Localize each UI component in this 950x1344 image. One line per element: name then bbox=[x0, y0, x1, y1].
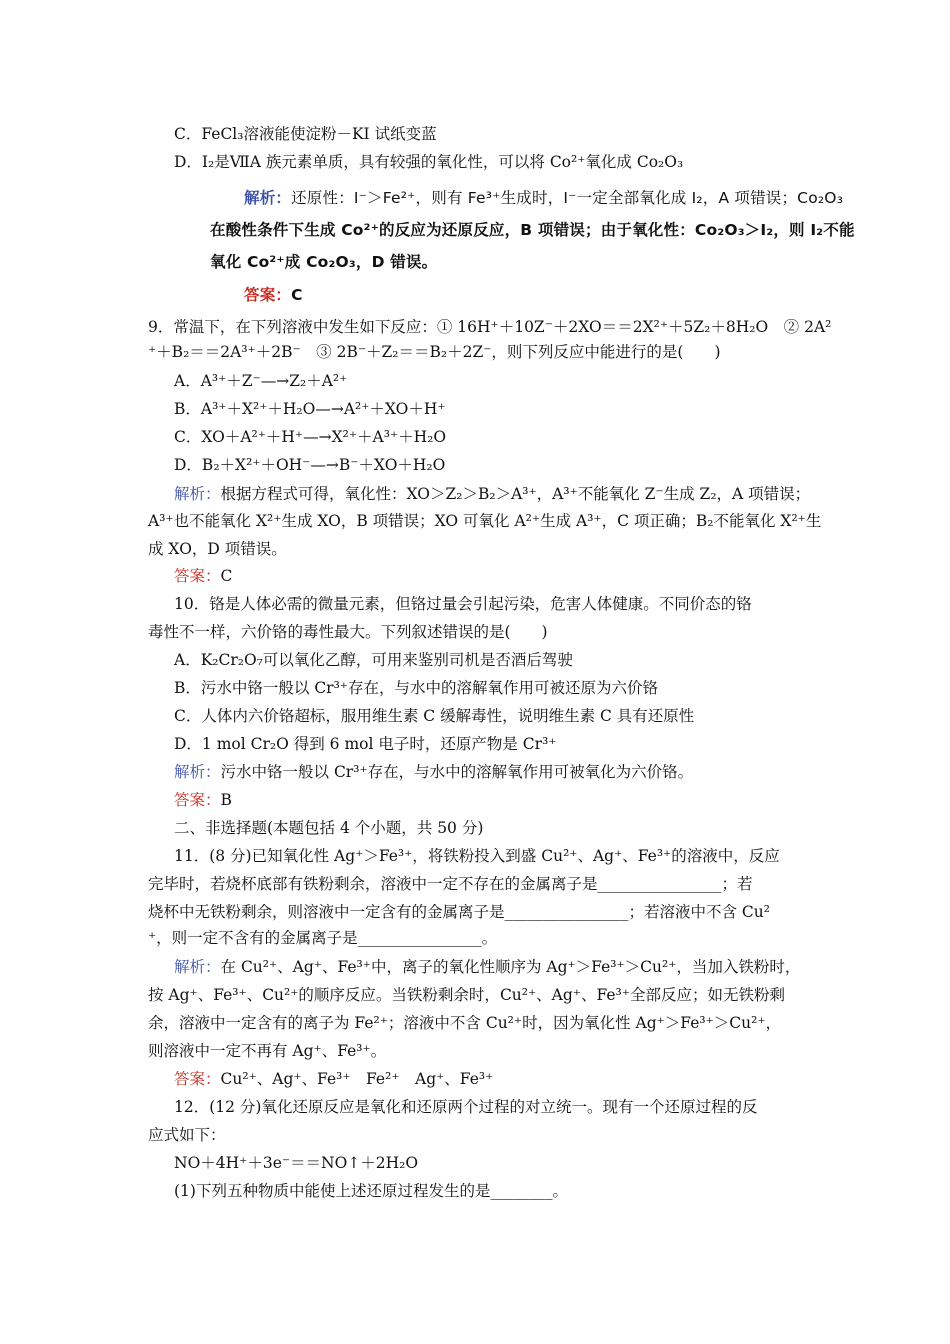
analysis-label: 解析： bbox=[174, 763, 221, 781]
answer-value: C bbox=[291, 286, 303, 304]
answer-value: B bbox=[220, 791, 232, 809]
q11-answer bbox=[174, 1069, 493, 1089]
q9-option-c: C．XO＋A²⁺＋H⁺—→X²⁺＋A³⁺＋H₂O bbox=[174, 428, 447, 446]
answer-value: Cu²⁺、Ag⁺、Fe³⁺ Fe²⁺ Ag⁺、Fe³⁺ bbox=[220, 1070, 494, 1088]
q10-option-b: B．污水中铬一般以 Cr³⁺存在，与水中的溶解氧作用可被还原为六价铬 bbox=[174, 679, 658, 697]
analysis-text: 污水中铬一般以 Cr³⁺存在，与水中的溶解氧作用可被氧化为六价铬。 bbox=[220, 763, 694, 781]
q9-analysis-line bbox=[174, 484, 810, 504]
analysis-text: 在 Cu²⁺、Ag⁺、Fe³⁺中，离子的氧化性顺序为 Ag⁺＞Fe³⁺＞Cu²⁺，当加入铁粉时， bbox=[220, 958, 801, 976]
answer-label: 答案： bbox=[244, 286, 292, 304]
q9-answer bbox=[174, 566, 232, 586]
q11-stem: 11．(8 分)已知氧化性 Ag⁺＞Fe³⁺，将铁粉投入到盛 Cu²⁺、Ag⁺、Fe³⁺的溶液中，反应 bbox=[174, 847, 780, 865]
q9-option-a: A．A³⁺＋Z⁻—→Z₂＋A²⁺ bbox=[174, 372, 348, 390]
q8-option-c: C．FeCl₃溶液能使淀粉－KI 试纸变蓝 bbox=[174, 125, 437, 143]
q11-stem: 烧杯中无铁粉剩余，则溶液中一定含有的金属离子是________________；若溶液中不含 Cu² bbox=[148, 903, 770, 921]
q10-analysis-line bbox=[174, 762, 693, 782]
q9-analysis-line: 成 XO，D 项错误。 bbox=[148, 540, 287, 558]
analysis-text: 根据方程式可得，氧化性：XO＞Z₂＞B₂＞A³⁺，A³⁺不能氧化 Z⁻生成 Z₂，A 项错误； bbox=[220, 485, 811, 503]
q8-analysis-line bbox=[244, 188, 843, 208]
q9-stem: ⁺＋B₂＝＝2A³⁺＋2B⁻ ③ 2B⁻＋Z₂＝＝B₂＋2Z⁻，则下列反应中能进行的是( ) bbox=[148, 343, 721, 361]
q10-answer bbox=[174, 790, 232, 810]
q11-stem: 完毕时，若烧杯底部有铁粉剩余，溶液中一定不存在的金属离子是________________；若 bbox=[148, 875, 753, 893]
q12-subquestion-1: (1)下列五种物质中能使上述还原过程发生的是________。 bbox=[174, 1182, 568, 1200]
answer-label: 答案： bbox=[174, 791, 221, 809]
analysis-label: 解析： bbox=[244, 189, 292, 207]
answer-label: 答案： bbox=[174, 1070, 221, 1088]
q10-option-c: C．人体内六价铬超标，服用维生素 C 缓解毒性，说明维生素 C 具有还原性 bbox=[174, 707, 695, 725]
q12-stem: 应式如下： bbox=[148, 1126, 226, 1144]
q9-analysis-line: A³⁺也不能氧化 X²⁺生成 XO，B 项错误；XO 可氧化 A²⁺生成 A³⁺，C 项正确；B₂不能氧化 X²⁺生 bbox=[148, 512, 822, 530]
analysis-label: 解析： bbox=[174, 485, 221, 503]
section-heading: 二、非选择题(本题包括 4 个小题，共 50 分) bbox=[174, 819, 484, 837]
q11-stem: ⁺，则一定不含有的金属离子是________________。 bbox=[148, 929, 498, 947]
q9-stem: 9．常温下，在下列溶液中发生如下反应：① 16H⁺＋10Z⁻＋2XO＝＝2X²⁺＋5Z₂＋8H₂O ② 2A² bbox=[148, 318, 832, 336]
analysis-label: 解析： bbox=[174, 958, 221, 976]
q10-option-a: A．K₂Cr₂O₇可以氧化乙醇，可用来鉴别司机是否酒后驾驶 bbox=[174, 651, 573, 669]
q11-analysis-line: 则溶液中一定不再有 Ag⁺、Fe³⁺。 bbox=[148, 1042, 387, 1060]
answer-value: C bbox=[220, 567, 233, 585]
q9-option-d: D．B₂＋X²⁺＋OH⁻—→B⁻＋XO＋H₂O bbox=[174, 456, 446, 474]
q11-analysis-line bbox=[174, 957, 800, 977]
analysis-text: 还原性：I⁻＞Fe²⁺，则有 Fe³⁺生成时，I⁻一定全部氧化成 I₂，A 项错误；Co₂O₃ bbox=[291, 189, 844, 207]
q11-analysis-line: 余，溶液中一定含有的离子为 Fe²⁺；溶液中不含 Cu²⁺时，因为氧化性 Ag⁺＞Fe³⁺＞Cu²⁺， bbox=[148, 1014, 782, 1032]
answer-label: 答案： bbox=[174, 567, 221, 585]
q12-equation: NO＋4H⁺＋3e⁻＝＝NO↑＋2H₂O bbox=[174, 1154, 419, 1172]
q11-analysis-line: 按 Ag⁺、Fe³⁺、Cu²⁺的顺序反应。当铁粉剩余时，Cu²⁺、Ag⁺、Fe³⁺全部反应；如无铁粉剩 bbox=[148, 986, 785, 1004]
q9-option-b: B．A³⁺＋X²⁺＋H₂O—→A²⁺＋XO＋H⁺ bbox=[174, 400, 446, 418]
q8-answer bbox=[244, 285, 303, 305]
q12-stem: 12．(12 分)氧化还原反应是氧化和还原两个过程的对立统一。现有一个还原过程的反 bbox=[174, 1098, 758, 1116]
q10-stem: 10．铬是人体必需的微量元素，但铬过量会引起污染，危害人体健康。不同价态的铬 bbox=[174, 595, 752, 613]
q10-stem: 毒性不一样，六价铬的毒性最大。下列叙述错误的是( ) bbox=[148, 623, 548, 641]
q8-analysis-line: 氧化 Co²⁺成 Co₂O₃，D 错误。 bbox=[210, 253, 438, 271]
q10-option-d: D．1 mol Cr₂O 得到 6 mol 电子时，还原产物是 Cr³⁺ bbox=[174, 735, 557, 753]
q8-option-d: D．I₂是ⅦA 族元素单质，具有较强的氧化性，可以将 Co²⁺氧化成 Co₂O₃ bbox=[174, 153, 684, 171]
q8-analysis-line: 在酸性条件下生成 Co²⁺的反应为还原反应，B 项错误；由于氧化性：Co₂O₃＞I₂，则 I₂不能 bbox=[210, 221, 855, 239]
